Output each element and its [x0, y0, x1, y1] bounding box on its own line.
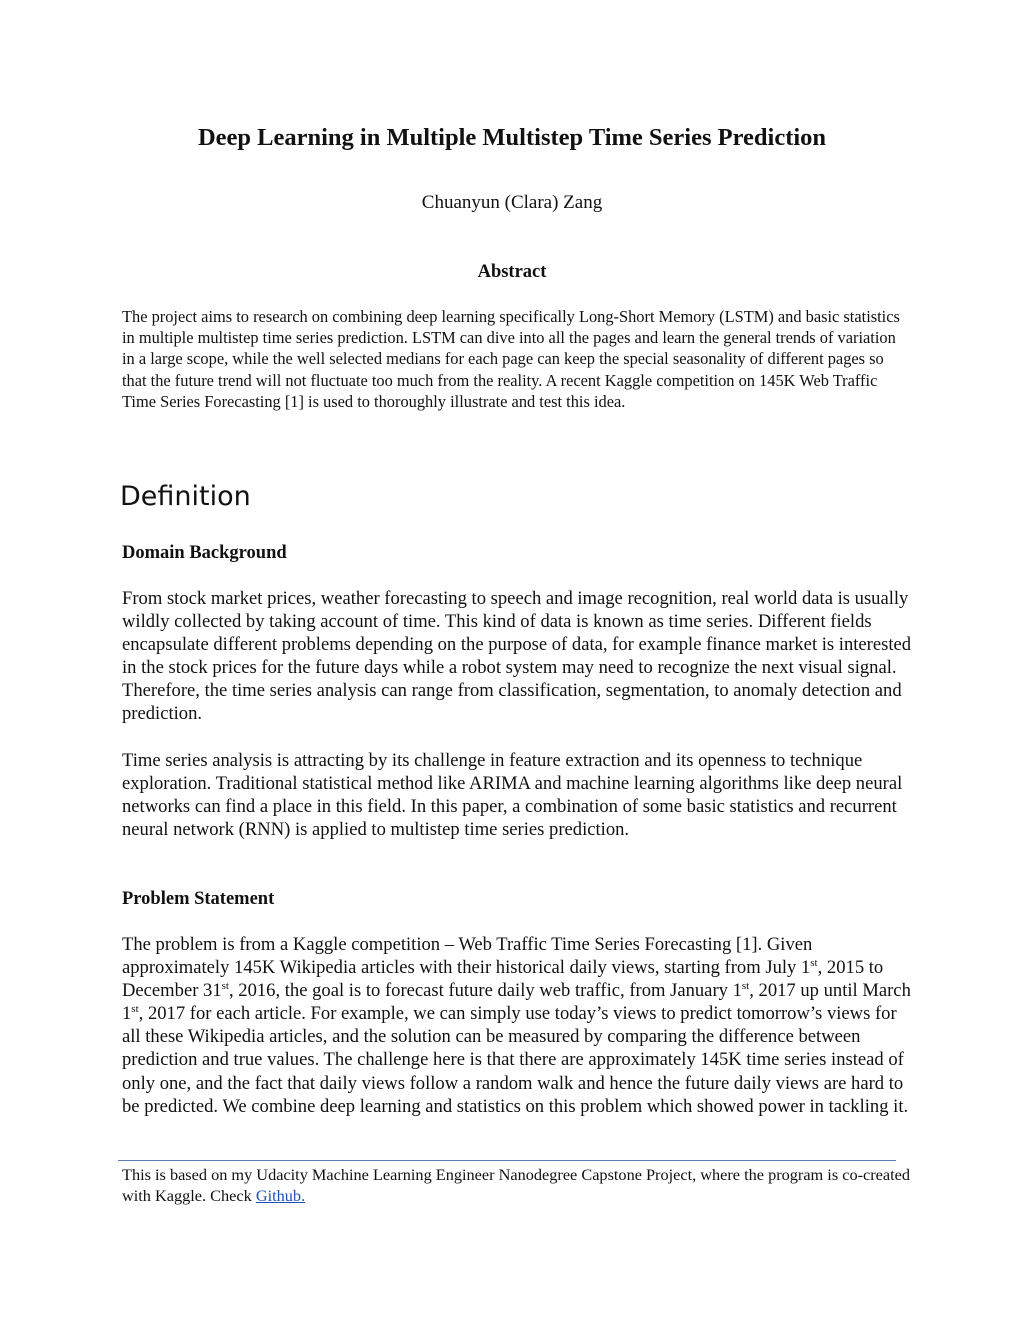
ordinal-suffix: st — [221, 980, 229, 993]
footnote-text: This is based on my Udacity Machine Learning Engineer Nanodegree Capstone Project, where the program is co-created with Kaggle. Check — [122, 1165, 911, 1205]
author-name: Chuanyun (Clara) Zang — [421, 192, 603, 213]
ordinal-suffix: st — [810, 957, 818, 970]
section-title-definition: Definition — [120, 481, 251, 512]
github-link[interactable]: Github. — [255, 1186, 306, 1205]
subsection-heading-domain-background: Domain Background — [122, 543, 287, 563]
domain-background-paragraph-1: From stock market prices, weather forecasting to speech and image recognition, real world data is usually wildly collected by taking account of time. This kind of data is known as time series. Different fields encapsulate different problems depending on the purpose of data, for example finance market is interested in the stock prices for the future days while a robot system may need to recognize the next visual signal. Therefore, the time series analysis can range from classification, segmentation, to anomaly detection and prediction. — [122, 588, 912, 725]
ordinal-suffix: st — [741, 980, 750, 993]
abstract-heading: Abstract — [477, 262, 547, 282]
problem-text-part: , 2017 up until March 1 — [122, 980, 911, 1025]
paper-title: Deep Learning in Multiple Multistep Time Series Prediction — [197, 124, 827, 151]
abstract-text: The project aims to research on combining deep learning specifically Long-Short Memory (LSTM) and basic statistics in multiple multistep time series prediction. LSTM can dive into all the pages and learn the general trends of variation in a large scope, while the well selected medians for each page can keep the special seasonality of different pages so that the future trend will not fluctuate too much from the reality. A recent Kaggle competition on 145K Web Traffic Time Series Forecasting [1] is used to thoroughly illustrate and test this idea. — [122, 307, 900, 411]
subsection-heading-problem-statement: Problem Statement — [122, 889, 275, 909]
problem-statement-paragraph — [122, 933, 912, 1118]
footnote-divider — [118, 1160, 896, 1161]
problem-text-part: , 2017 for each article. For example, we can simply use today’s views to predict tomorrow’s views for all these Wikipedia articles, and the solution can be measured by comparing the difference between prediction and true values. The challenge here is that there are approximately 145K time series instead of only one, and the fact that daily views follow a random walk and hence the future daily views are hard to be predicted. We combine deep learning and statistics on this problem which showed power in tackling it. — [122, 1003, 909, 1117]
ordinal-suffix: st — [131, 1003, 139, 1016]
problem-text-part: The problem is from a Kaggle competition – Web Traffic Time Series Forecasting [1]. Given approximately 145K Wikipedia articles with their historical daily views, starting from July 1 — [122, 934, 813, 979]
problem-text-part: , 2016, the goal is to forecast future daily web traffic, from January 1 — [228, 980, 742, 1002]
domain-background-paragraph-2: Time series analysis is attracting by its challenge in feature extraction and its openness to technique exploration. Traditional statistical method like ARIMA and machine learning algorithms like deep neural networks can find a place in this field. In this paper, a combination of some basic statistics and recurrent neural network (RNN) is applied to multistep time series prediction. — [122, 750, 903, 841]
problem-text-part: , 2015 to December 31 — [122, 957, 884, 1002]
footnote — [122, 1164, 912, 1206]
